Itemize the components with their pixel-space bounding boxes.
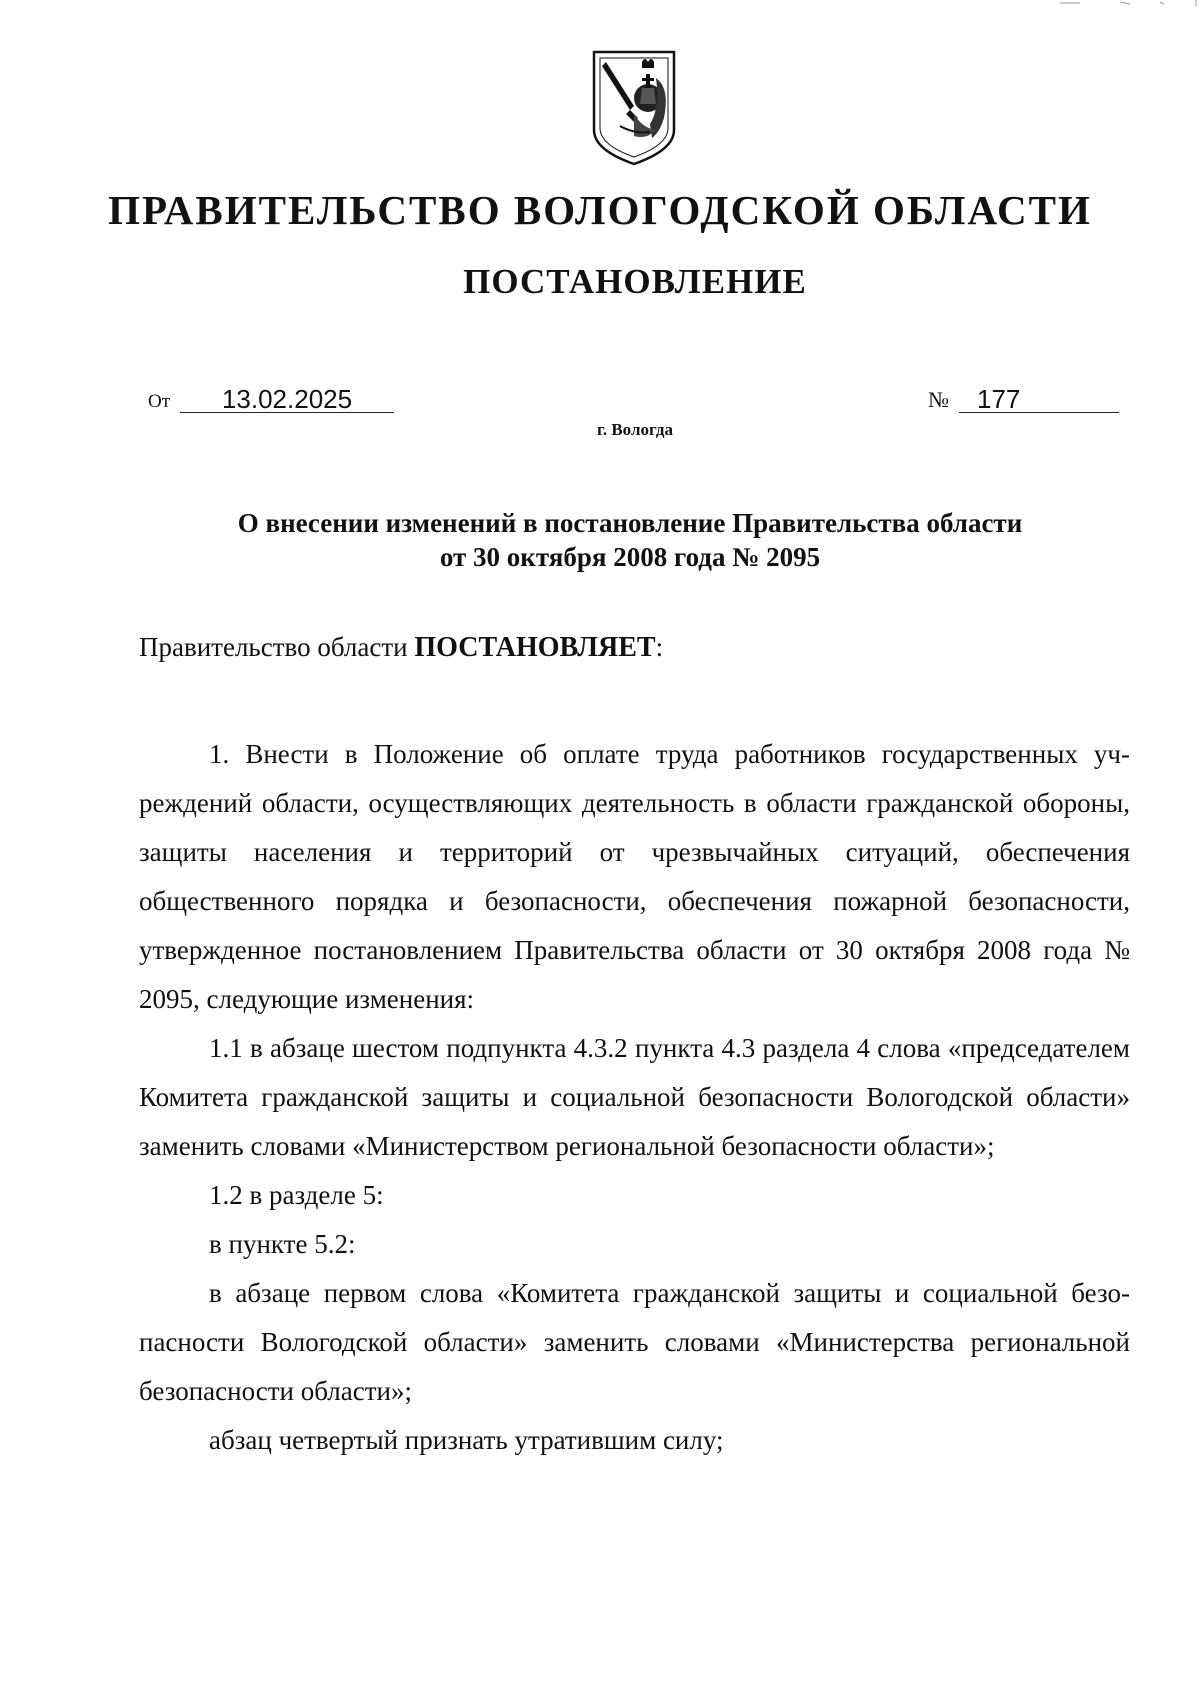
number-value: 177 bbox=[959, 386, 1119, 413]
preamble-bold: ПОСТАНОВЛЯЕТ bbox=[414, 632, 656, 663]
paragraph-point-5-2: в пункте 5.2: bbox=[209, 1229, 356, 1259]
number-prefix: № bbox=[928, 387, 949, 412]
city-name: г. Вологда bbox=[597, 420, 673, 439]
preamble-text: Правительство области bbox=[139, 632, 415, 662]
date-field bbox=[148, 386, 394, 413]
document-body bbox=[139, 730, 1130, 1465]
preamble-end: : bbox=[655, 632, 664, 662]
document-title-line-2: от 30 октября 2008 года № 2095 bbox=[439, 542, 821, 572]
government-name: ПРАВИТЕЛЬСТВО ВОЛОГОДСКОЙ ОБЛАСТИ bbox=[108, 187, 1092, 233]
date-value: 13.02.2025 bbox=[180, 386, 394, 413]
preamble bbox=[139, 632, 663, 664]
paragraph-1-2: 1.2 в разделе 5: bbox=[209, 1180, 384, 1210]
coat-of-arms-icon bbox=[590, 48, 678, 166]
paragraph-abzac-1: в абзаце первом слова «Комитета гражданской защиты и социальной безопасности Вологодской области» заменить словами «Министерства региональной безопасности области»; bbox=[139, 1278, 1130, 1406]
date-prefix: От bbox=[148, 391, 171, 412]
document-title-line-1: О внесении изменений в постановление Правительства области bbox=[237, 508, 1023, 538]
document-title bbox=[0, 506, 1200, 574]
paragraph-1-1: 1.1 в абзаце шестом подпункта 4.3.2 пункта 4.3 раздела 4 слова «председателем Комитета гражданской защиты и социальной безопасности Вологодской области» заменить словами «Министерством региональной безопасности области»; bbox=[139, 1033, 1130, 1161]
paragraph-abzac-4: абзац четвертый признать утратившим силу; bbox=[209, 1425, 724, 1455]
number-field bbox=[928, 386, 1119, 413]
paragraph-1: 1. Внести в Положение об оплате труда работников государственных учреждений области, осуществляющих деятельность в области гражданской обороны, защиты населения и территорий от чрезвычайных ситуаций, обеспечения общественного порядка и безопасности, обеспечения пожарной безопасности, утвержденное постановлением Правительства области от 30 октября 2008 года № 2095, следующие изменения: bbox=[139, 739, 1130, 1014]
document-type: ПОСТАНОВЛЕНИЕ bbox=[463, 262, 807, 301]
corner-scan-mark bbox=[1060, 0, 1200, 6]
